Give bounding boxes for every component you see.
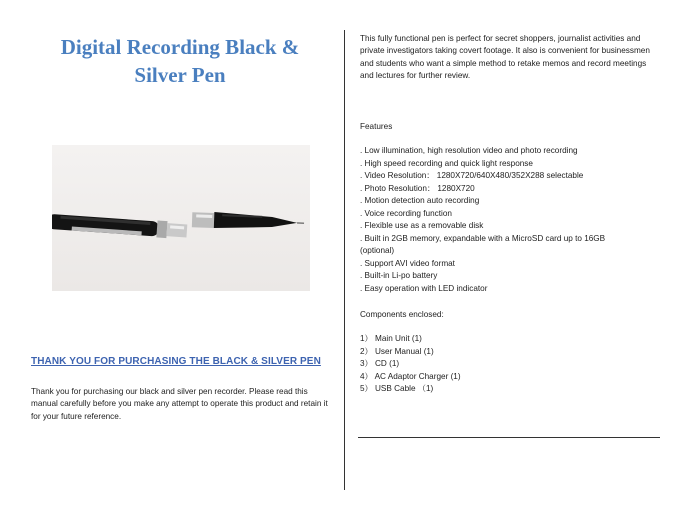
component-item: 5） USB Cable （1) <box>360 384 434 393</box>
page-title-line-1: Digital Recording Black & <box>60 35 300 59</box>
feature-item: . Video Resolution： 1280X720/640X480/352X288 selectable <box>360 171 584 180</box>
thank-you-heading: THANK YOU FOR PURCHASING THE BLACK & SILVER PEN <box>31 356 321 367</box>
page-title-line-2: Silver Pen <box>134 63 226 87</box>
feature-item: . Motion detection auto recording <box>360 196 480 205</box>
components-list <box>360 333 660 396</box>
component-item: 2） User Manual (1) <box>360 346 434 356</box>
components-heading: Components enclosed: <box>360 310 444 319</box>
features-heading: Features <box>360 122 393 131</box>
component-item: 3） CD (1) <box>360 359 400 368</box>
component-item: 4） AC Adaptor Charger (1) <box>360 371 461 381</box>
feature-item: . Photo Resolution： 1280X720 <box>360 183 475 193</box>
feature-item: . Flexible use as a removable disk <box>360 221 484 230</box>
component-item: 1） Main Unit (1) <box>360 334 422 343</box>
column-divider <box>344 30 345 490</box>
intro-paragraph: This fully functional pen is perfect for secret shoppers, journalist activities and private investigators taking covert footage. It also is convenient for businessmen and students who want a simple method to retake memos and record meetings and lectures for further review. <box>360 34 650 81</box>
features-list <box>360 145 660 295</box>
feature-item: . Low illumination, high resolution video and photo recording <box>360 146 578 155</box>
feature-item: . High speed recording and quick light response <box>360 158 533 168</box>
feature-item: . Voice recording function <box>360 208 452 218</box>
feature-item: . Built-in Li-po battery <box>360 271 438 280</box>
pen-photo <box>52 145 310 291</box>
feature-item: . Easy operation with LED indicator <box>360 283 488 293</box>
feature-item: . Built in 2GB memory, expandable with a MicroSD card up to 16GB <box>360 233 606 243</box>
feature-item: . Support AVI video format <box>360 258 455 268</box>
feature-item: (optional) <box>360 246 395 255</box>
bottom-rule <box>358 437 660 438</box>
thank-you-text: Thank you for purchasing our black and silver pen recorder. Please read this manual carefully before you make any attempt to operate this product and retain it for your future reference. <box>31 387 328 421</box>
page-title <box>30 33 330 89</box>
